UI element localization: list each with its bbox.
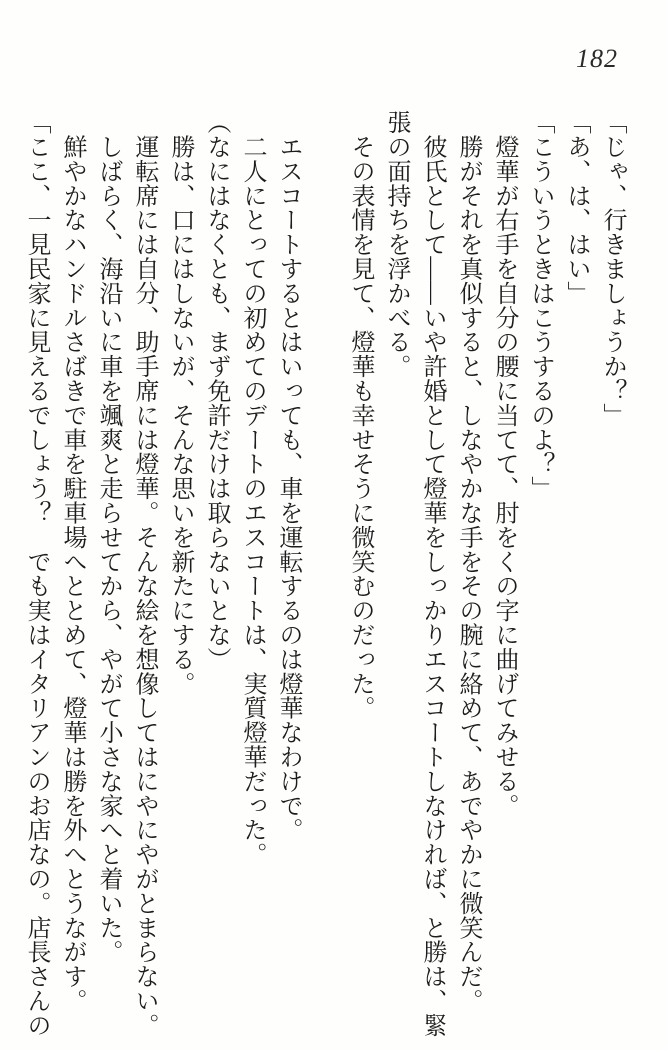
- text-line: 「ここ、一見民家に見えるでしょう？ でも実はイタリアンのお店なの。店長さんの: [23, 110, 49, 1038]
- text-line: 「こういうときはこうするのよ？」: [527, 110, 553, 501]
- text-line: 「あ、は、はい」: [563, 110, 589, 306]
- page-number: 182: [576, 44, 618, 73]
- text-line: しばらく、海沿いに車を颯爽と走らせてから、やがて小さな家へと着いた。: [95, 110, 121, 964]
- text-line: エスコートするとはいっても、車を運転するのは燈華なわけで。: [275, 110, 301, 842]
- text-line: その表情を見て、燈華も幸せそうに微笑むのだった。: [347, 110, 373, 720]
- text-line: 勝は、口にはしないが、そんな思いを新たにする。: [167, 110, 193, 696]
- text-line: 燈華が右手を自分の腰に当てて、肘をくの字に曲げてみせる。: [491, 110, 517, 818]
- text-line: （なにはなくとも、まず免許だけは取らないとな）: [203, 110, 229, 672]
- text-line: 運転席には自分、助手席には燈華。そんな絵を想像してはにやにやがとまらない。: [131, 110, 157, 1038]
- text-line: 鮮やかなハンドルさばきで車を駐車場へととめて、燈華は勝を外へとうながす。: [59, 110, 85, 1013]
- text-line: 勝がそれを真似すると、しなやかな手をその腕に絡めて、あでやかに微笑んだ。: [455, 110, 481, 1013]
- text-line: 張の面持ちを浮かべる。: [383, 110, 409, 379]
- text-line: 「じゃ、行きましょうか？」: [599, 110, 625, 428]
- body-text: [18, 110, 630, 1048]
- text-line: 彼氏として――いや許婚として燈華をしっかりエスコートしなければ、と勝は、緊: [419, 110, 445, 1038]
- text-line: 二人にとっての初めてのデートのエスコートは、実質燈華だった。: [239, 110, 265, 867]
